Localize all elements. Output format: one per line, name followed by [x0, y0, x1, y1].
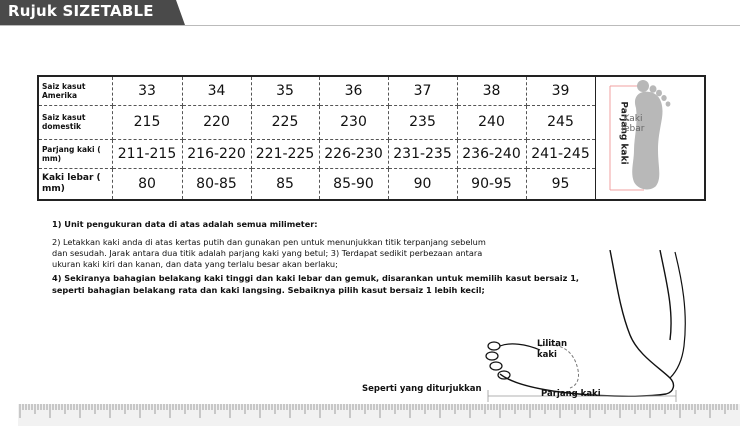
note-4-line-2: seperti bahagian belakang rata dan kaki langsing. Sebaiknya pilih kasut bersaiz 1 lebih kecil;: [52, 285, 485, 295]
length-label: Parjang kaki: [541, 389, 601, 399]
footprint-icon: [596, 78, 704, 198]
foot-diagram-cell: [595, 76, 705, 200]
note-2-line-3: ukuran kaki kiri dan kanan, dan data yang terlalu besar akan berlaku;: [52, 259, 338, 269]
table-cell: 235: [388, 105, 457, 139]
note-2-line-2: dan sesudah. Jarak antara dua titik adalah parjang kaki yang betul; 3) Terdapat sedikit perbezaan antara: [52, 248, 483, 258]
table-cell: 85-90: [319, 168, 388, 200]
table-cell: 33: [112, 76, 182, 105]
table-cell: 230: [319, 105, 388, 139]
table-cell: 245: [526, 105, 595, 139]
row-label: Saiz kasut domestik: [38, 105, 112, 139]
ruler: [18, 404, 740, 434]
as-shown-label: Seperti yang diturjukkan: [362, 384, 482, 394]
table-cell: 37: [388, 76, 457, 105]
row-label: Kaki lebar ( mm): [38, 168, 112, 200]
table-cell: 80: [112, 168, 182, 200]
table-cell: 80-85: [182, 168, 251, 200]
circumference-label: Lilitan kaki: [537, 339, 568, 360]
table-cell: 231-235: [388, 139, 457, 168]
table-cell: 215: [112, 105, 182, 139]
table-cell: 95: [526, 168, 595, 200]
foot-length-label: Parjang kaki: [618, 101, 629, 165]
table-cell: 241-245: [526, 139, 595, 168]
table-cell: 36: [319, 76, 388, 105]
foot-width-label: Kaki lebar: [621, 114, 645, 134]
table-cell: 39: [526, 76, 595, 105]
row-label: Parjang kaki ( mm): [38, 139, 112, 168]
table-row: [38, 76, 705, 105]
table-cell: 90: [388, 168, 457, 200]
header-divider: [0, 25, 740, 26]
row-label: Saiz kasut Amerika: [38, 76, 112, 105]
foot-diagram: [596, 78, 704, 198]
table-cell: 216-220: [182, 139, 251, 168]
note-1: 1) Unit pengukuran data di atas adalah semua milimeter:: [52, 219, 318, 229]
size-table: [37, 75, 706, 201]
table-cell: 236-240: [457, 139, 526, 168]
table-cell: 85: [251, 168, 319, 200]
table-cell: 35: [251, 76, 319, 105]
note-2-line-1: 2) Letakkan kaki anda di atas kertas putih dan gunakan pen untuk menunjukkan titik terpanjang sebelum: [52, 237, 486, 247]
table-cell: 220: [182, 105, 251, 139]
table-cell: 240: [457, 105, 526, 139]
note-4-line-1: 4) Sekiranya bahagian belakang kaki tinggi dan kaki lebar dan gemuk, disarankan untuk memilih kasut bersaiz 1,: [52, 273, 580, 283]
table-cell: 221-225: [251, 139, 319, 168]
table-cell: 226-230: [319, 139, 388, 168]
table-cell: 225: [251, 105, 319, 139]
table-cell: 90-95: [457, 168, 526, 200]
table-cell: 211-215: [112, 139, 182, 168]
foot-side-illustration: [470, 250, 755, 410]
table-cell: 38: [457, 76, 526, 105]
table-cell: 34: [182, 76, 251, 105]
page-title: Rujuk SIZETABLE: [8, 2, 154, 20]
